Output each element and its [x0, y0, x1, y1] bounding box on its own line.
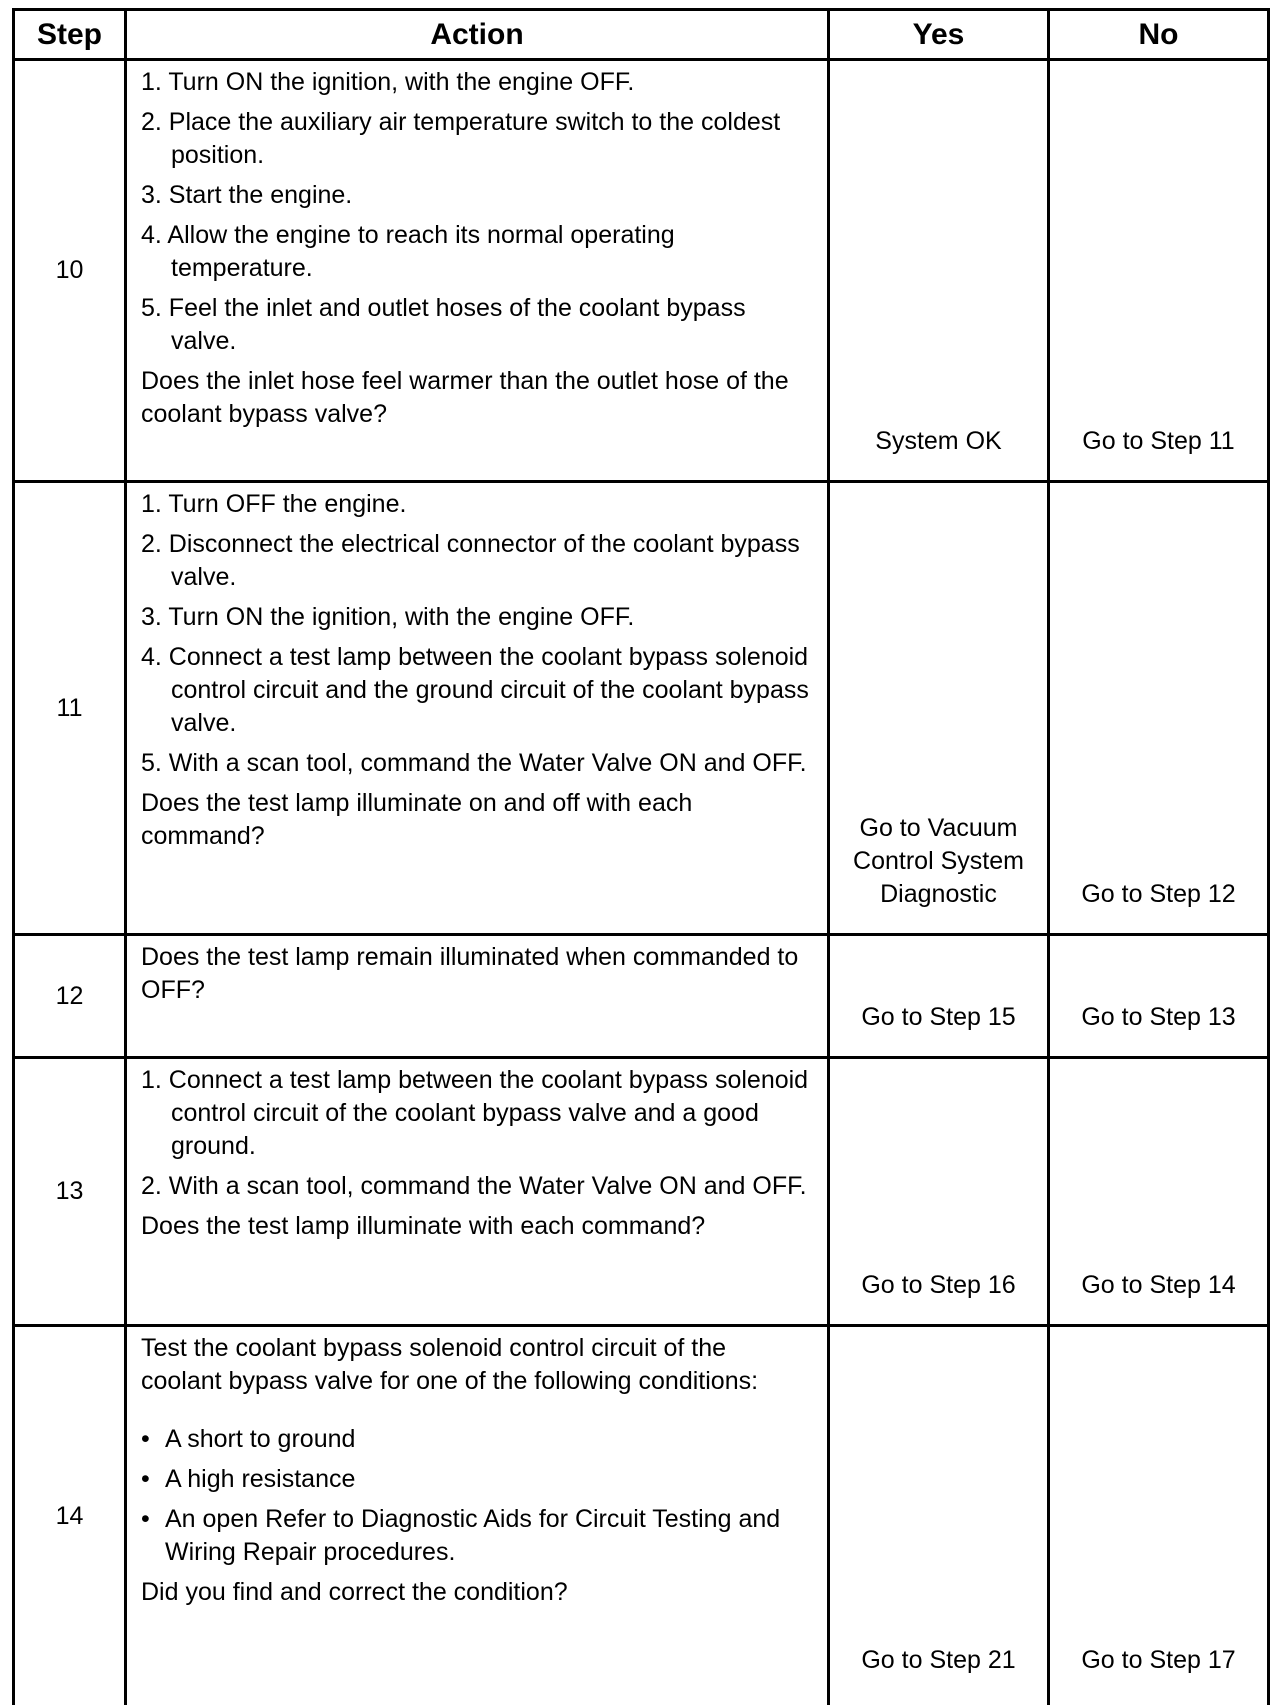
action-step: 2. Disconnect the electrical connector of the coolant bypass valve. — [141, 528, 813, 594]
action-intro: Test the coolant bypass solenoid control circuit of the coolant bypass valve for one of the following conditions: — [141, 1332, 813, 1398]
action-question: Does the inlet hose feel warmer than the outlet hose of the coolant bypass valve? — [141, 365, 813, 431]
header-step: Step — [14, 10, 126, 60]
action-cell — [126, 935, 829, 1058]
table-row — [14, 1326, 1269, 1705]
action-cell — [126, 482, 829, 935]
condition-item — [141, 1463, 813, 1496]
action-step: 2. With a scan tool, command the Water Valve ON and OFF. — [141, 1170, 813, 1203]
action-step: 4. Connect a test lamp between the coolant bypass solenoid control circuit and the ground circuit of the coolant bypass valve. — [141, 641, 813, 740]
bullet-icon: • — [141, 1503, 165, 1536]
action-step: 4. Allow the engine to reach its normal operating temperature. — [141, 219, 813, 285]
action-step: 3. Turn ON the ignition, with the engine OFF. — [141, 601, 813, 634]
table-row — [14, 60, 1269, 482]
action-cell — [126, 1326, 829, 1705]
action-steps — [141, 1064, 813, 1203]
step-number: 13 — [14, 1058, 126, 1326]
yes-result: Go to Step 21 — [829, 1326, 1049, 1705]
table-row — [14, 1058, 1269, 1326]
condition-text: A high resistance — [165, 1465, 355, 1493]
action-steps — [141, 66, 813, 358]
no-result: Go to Step 12 — [1049, 482, 1269, 935]
action-question: Does the test lamp illuminate with each command? — [141, 1210, 813, 1243]
header-row — [14, 10, 1269, 60]
bullet-icon: • — [141, 1463, 165, 1496]
step-number: 12 — [14, 935, 126, 1058]
action-question: Does the test lamp illuminate on and off with each command? — [141, 787, 813, 853]
yes-result: Go to Step 15 — [829, 935, 1049, 1058]
step-number: 10 — [14, 60, 126, 482]
condition-text: An open Refer to Diagnostic Aids for Circuit Testing and Wiring Repair procedures. — [165, 1505, 780, 1566]
action-cell — [126, 60, 829, 482]
condition-item — [141, 1423, 813, 1456]
diagnostic-table — [12, 8, 1270, 1705]
action-cell — [126, 1058, 829, 1326]
header-action: Action — [126, 10, 829, 60]
condition-text: A short to ground — [165, 1425, 355, 1453]
table-row — [14, 482, 1269, 935]
action-step: 3. Start the engine. — [141, 179, 813, 212]
action-steps — [141, 488, 813, 780]
yes-result: Go to Vacuum Control System Diagnostic — [829, 482, 1049, 935]
header-yes: Yes — [829, 10, 1049, 60]
yes-result: Go to Step 16 — [829, 1058, 1049, 1326]
table-row — [14, 935, 1269, 1058]
action-step: 1. Turn ON the ignition, with the engine OFF. — [141, 66, 813, 99]
action-step: 5. Feel the inlet and outlet hoses of the coolant bypass valve. — [141, 292, 813, 358]
no-result: Go to Step 14 — [1049, 1058, 1269, 1326]
action-step: 2. Place the auxiliary air temperature switch to the coldest position. — [141, 106, 813, 172]
step-number: 14 — [14, 1326, 126, 1705]
no-result: Go to Step 13 — [1049, 935, 1269, 1058]
bullet-icon: • — [141, 1423, 165, 1456]
condition-list — [141, 1423, 813, 1569]
action-question: Did you find and correct the condition? — [141, 1576, 813, 1609]
step-number: 11 — [14, 482, 126, 935]
yes-result: System OK — [829, 60, 1049, 482]
action-step: 5. With a scan tool, command the Water Valve ON and OFF. — [141, 747, 813, 780]
action-step: 1. Connect a test lamp between the coolant bypass solenoid control circuit of the coolant bypass valve and a good ground. — [141, 1064, 813, 1163]
no-result: Go to Step 17 — [1049, 1326, 1269, 1705]
action-step: 1. Turn OFF the engine. — [141, 488, 813, 521]
header-no: No — [1049, 10, 1269, 60]
condition-item — [141, 1503, 813, 1569]
action-question: Does the test lamp remain illuminated when commanded to OFF? — [141, 941, 813, 1007]
no-result: Go to Step 11 — [1049, 60, 1269, 482]
